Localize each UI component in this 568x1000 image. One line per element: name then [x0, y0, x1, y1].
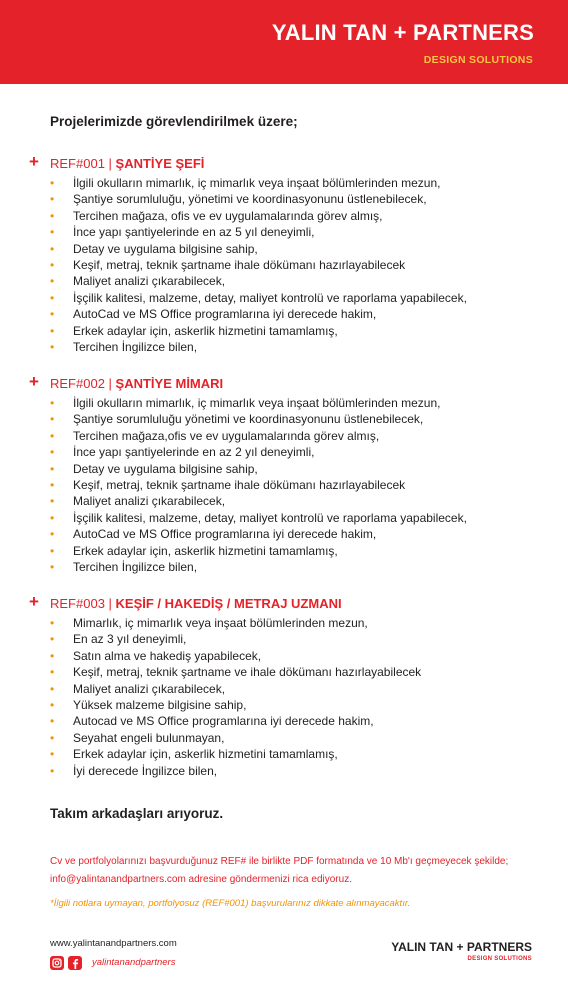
- list-item: [0, 323, 568, 339]
- list-item-text: Yüksek malzeme bilgisine sahip,: [73, 697, 247, 712]
- list-item-text: İnce yapı şantiyelerinde en az 2 yıl deneyimli,: [73, 445, 315, 460]
- list-item-text: Keşif, metraj, teknik şartname ihale dökümanı hazırlayabilecek: [73, 477, 406, 492]
- team-heading: Takım arkadaşları arıyoruz.: [50, 806, 224, 821]
- list-item-text: Erkek adaylar için, askerlik hizmetini tamamlamış,: [73, 323, 338, 338]
- job-section-ref003: [0, 592, 568, 779]
- list-item-text: AutoCad ve MS Office programlarına iyi derecede hakim,: [73, 527, 377, 542]
- bullet-icon: •: [50, 323, 55, 338]
- bullet-icon: •: [50, 339, 55, 354]
- brand-title: YALIN TAN + PARTNERS: [271, 20, 534, 45]
- bullet-icon: •: [50, 461, 55, 476]
- bullet-icon: •: [50, 616, 55, 630]
- list-item: [0, 290, 568, 306]
- bullet-icon: •: [50, 527, 55, 542]
- list-item: [0, 697, 568, 713]
- bullet-icon: •: [50, 290, 55, 305]
- job-section-header: [0, 372, 568, 393]
- list-item: [0, 395, 568, 411]
- list-item-text: Mimarlık, iç mimarlık veya inşaat bölümlerinden mezun,: [73, 616, 368, 630]
- bullet-icon: •: [50, 176, 55, 190]
- list-item-text: Tercihen mağaza, ofis ve ev uygulamalarında görev almış,: [73, 208, 383, 223]
- bullet-icon: •: [50, 445, 55, 460]
- job-title: [50, 375, 223, 393]
- requirements-list: [0, 175, 568, 355]
- list-item-text: Erkek adaylar için, askerlik hizmetini tamamlamış,: [73, 543, 338, 558]
- bullet-icon: •: [50, 257, 55, 272]
- list-item-text: AutoCad ve MS Office programlarına iyi derecede hakim,: [73, 307, 377, 322]
- instagram-icon[interactable]: [50, 956, 64, 970]
- job-section-ref001: [0, 152, 568, 355]
- bullet-icon: •: [50, 681, 55, 696]
- list-item: [0, 273, 568, 289]
- list-item: [0, 444, 568, 460]
- list-item: [0, 241, 568, 257]
- list-item: [0, 746, 568, 762]
- facebook-icon[interactable]: [68, 956, 82, 970]
- plus-icon: +: [29, 372, 39, 391]
- bullet-icon: •: [50, 510, 55, 525]
- bullet-icon: •: [50, 665, 55, 680]
- list-item: [0, 208, 568, 224]
- list-item: [0, 428, 568, 444]
- list-item: [0, 257, 568, 273]
- bullet-icon: •: [50, 307, 55, 322]
- list-item-text: İlgili okulların mimarlık, iç mimarlık veya inşaat bölümlerinden mezun,: [73, 396, 441, 410]
- list-item: [0, 191, 568, 207]
- list-item-text: İşçilik kalitesi, malzeme, detay, maliyet kontrolü ve raporlama yapabilecek,: [73, 290, 467, 305]
- list-item: [0, 493, 568, 509]
- job-title: [50, 155, 204, 173]
- job-section-ref002: [0, 372, 568, 575]
- list-item-text: Tercihen mağaza,ofis ve ev uygulamalarında görev almış,: [73, 428, 380, 443]
- bullet-icon: •: [50, 477, 55, 492]
- list-item: [0, 648, 568, 664]
- list-item-text: İyi derecede İngilizce bilen,: [73, 763, 218, 778]
- bullet-icon: •: [50, 543, 55, 558]
- social-links: [50, 954, 175, 968]
- list-item-text: Tercihen İngilizce bilen,: [73, 339, 198, 354]
- list-item-text: Detay ve uygulama bilgisine sahip,: [73, 241, 258, 256]
- list-item-text: Autocad ve MS Office programlarına iyi derecede hakim,: [73, 714, 374, 729]
- bullet-icon: •: [50, 559, 55, 574]
- list-item-text: Keşif, metraj, teknik şartname ve ihale dökümanı hazırlayabilecek: [73, 665, 422, 680]
- list-item: [0, 306, 568, 322]
- list-item: [0, 461, 568, 477]
- job-name: ŞANTİYE MİMARI: [115, 376, 224, 391]
- list-item-text: Şantiye sorumluluğu, yönetimi ve koordinasyonunu üstlenebilecek,: [73, 192, 427, 207]
- bullet-icon: •: [50, 396, 55, 410]
- bullet-icon: •: [50, 241, 55, 256]
- footer-tagline: DESIGN SOLUTIONS: [467, 956, 532, 962]
- website-link[interactable]: www.yalintanandpartners.com: [50, 938, 177, 949]
- list-item: [0, 224, 568, 240]
- list-item-text: Satın alma ve hakediş yapabilecek,: [73, 648, 262, 663]
- application-note: Cv ve portfolyolarınızı başvurduğunuz REF# ile birlikte PDF formatında ve 10 Mb'ı geçmeyecek şekilde; info@yalintanandpartners.com adresine göndermenizi rica ediyoruz.: [50, 856, 509, 885]
- list-item: [0, 510, 568, 526]
- list-item: [0, 339, 568, 355]
- bullet-icon: •: [50, 697, 55, 712]
- bullet-icon: •: [50, 747, 55, 762]
- list-item-text: Maliyet analizi çıkarabilecek,: [73, 681, 226, 696]
- bullet-icon: •: [50, 208, 55, 223]
- job-name: KEŞİF / HAKEDİŞ / METRAJ UZMANI: [115, 596, 342, 611]
- list-item: [0, 543, 568, 559]
- list-item-text: Erkek adaylar için, askerlik hizmetini tamamlamış,: [73, 747, 338, 762]
- list-item: [0, 615, 568, 631]
- brand-tagline: DESIGN SOLUTIONS: [423, 54, 533, 66]
- plus-icon: +: [29, 152, 39, 171]
- job-section-header: [0, 152, 568, 173]
- list-item: [0, 631, 568, 647]
- list-item-text: İşçilik kalitesi, malzeme, detay, maliyet kontrolü ve raporlama yapabilecek,: [73, 510, 467, 525]
- list-item-text: Keşif, metraj, teknik şartname ihale dökümanı hazırlayabilecek: [73, 257, 406, 272]
- footer-brand: YALIN TAN + PARTNERS: [391, 940, 532, 954]
- bullet-icon: •: [50, 225, 55, 240]
- bullet-icon: •: [50, 632, 55, 647]
- bullet-icon: •: [50, 714, 55, 729]
- bullet-icon: •: [50, 763, 55, 778]
- list-item-text: İlgili okulların mimarlık, iç mimarlık veya inşaat bölümlerinden mezun,: [73, 176, 441, 190]
- bullet-icon: •: [50, 274, 55, 289]
- list-item: [0, 526, 568, 542]
- disclaimer-note: *İlgili notlara uymayan, portfolyosuz (REF#001) başvurularınız dikkate alınmayacaktır.: [50, 898, 411, 909]
- social-handle[interactable]: yalintanandpartners: [92, 957, 176, 969]
- job-section-header: [0, 592, 568, 613]
- job-name: ŞANTİYE ŞEFİ: [115, 156, 205, 171]
- list-item-text: İnce yapı şantiyelerinde en az 5 yıl deneyimli,: [73, 225, 315, 240]
- bullet-icon: •: [50, 192, 55, 207]
- bullet-icon: •: [50, 428, 55, 443]
- list-item: [0, 763, 568, 779]
- plus-icon: +: [29, 592, 39, 611]
- list-item: [0, 559, 568, 575]
- list-item: [0, 477, 568, 493]
- job-title: [50, 595, 342, 613]
- bullet-icon: •: [50, 648, 55, 663]
- job-ref: REF#003 |: [50, 596, 116, 611]
- list-item: [0, 730, 568, 746]
- list-item: [0, 411, 568, 427]
- list-item: [0, 175, 568, 191]
- header-banner: [0, 0, 568, 84]
- list-item: [0, 713, 568, 729]
- list-item-text: Seyahat engeli bulunmayan,: [73, 730, 225, 745]
- list-item-text: Şantiye sorumluluğu yönetimi ve koordinasyonunu üstlenebilecek,: [73, 412, 424, 427]
- job-ref: REF#001 |: [50, 156, 116, 171]
- list-item-text: En az 3 yıl deneyimli,: [73, 632, 187, 647]
- list-item-text: Tercihen İngilizce bilen,: [73, 559, 198, 574]
- list-item-text: Maliyet analizi çıkarabilecek,: [73, 494, 226, 509]
- list-item-text: Detay ve uygulama bilgisine sahip,: [73, 461, 258, 476]
- requirements-list: [0, 395, 568, 575]
- bullet-icon: •: [50, 730, 55, 745]
- bullet-icon: •: [50, 494, 55, 509]
- list-item-text: Maliyet analizi çıkarabilecek,: [73, 274, 226, 289]
- bullet-icon: •: [50, 412, 55, 427]
- requirements-list: [0, 615, 568, 779]
- list-item: [0, 681, 568, 697]
- list-item: [0, 664, 568, 680]
- job-ref: REF#002 |: [50, 376, 116, 391]
- intro-text: Projelerimizde görevlendirilmek üzere;: [50, 114, 298, 129]
